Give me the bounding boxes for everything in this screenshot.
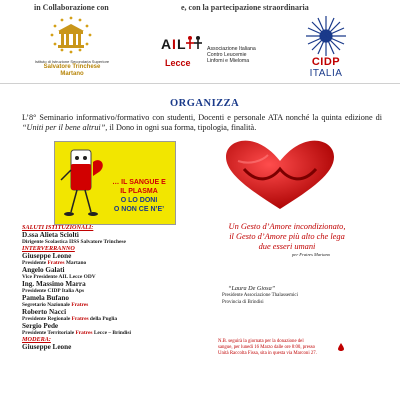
laura-role2: Provincia di Brindisi <box>222 300 264 305</box>
gesto-credit: per Fratres Martano <box>292 252 331 257</box>
ail-line3: Linfomi e Mieloma <box>207 58 250 65</box>
intro-paragraph <box>22 113 382 132</box>
speaker-name: Giuseppe Leone <box>22 343 72 351</box>
poster-line3: O LO DONI <box>120 197 158 204</box>
school-name: Salvatore Trinchese <box>43 64 101 70</box>
ail-line2: Contro Leucemie <box>207 52 247 59</box>
heart-hug-image <box>218 139 342 211</box>
ail-city: Lecce <box>165 58 191 68</box>
speaker-role: Presidente Fratres Martano <box>22 260 87 266</box>
gesto-line3: due esseri umani <box>258 242 316 251</box>
blood-poster <box>54 141 176 225</box>
svg-text:I: I <box>172 36 176 52</box>
speaker-role: Segretario Nazionale Fratres <box>22 302 89 308</box>
speaker-name: Sergio Pede <box>22 322 59 330</box>
ail-line1: Associazione Italiana <box>207 46 256 52</box>
gesto-text <box>203 222 371 252</box>
speaker-name: Ing. Massimo Marra <box>22 280 86 288</box>
nb-line3: Unità Raccolta Fissa, sita in questa via Marconi 27. <box>218 351 317 357</box>
speaker-role: Presidente CIDP Italia Aps <box>22 288 85 294</box>
speakers-list <box>22 224 212 351</box>
section-heading-interverranno: INTERVERRANNO <box>22 245 75 252</box>
intro-text: L’8° Seminario informativo/formativo con studenti, Docenti e personale ATA nonché la quinta edizione di <box>22 113 382 122</box>
intro-quote: “Uniti per il bene altrui” <box>22 122 106 132</box>
blood-drop-icon <box>338 338 344 356</box>
laura-quote: “Laura De Giosa” <box>228 285 276 292</box>
cidp-title: CIDP <box>311 56 341 68</box>
speaker-role: Presidente Regionale Fratres della Puglia <box>22 316 118 322</box>
cidp-logo <box>298 14 354 58</box>
laura-role1: Presidente Associazione Thalassemici <box>222 293 298 298</box>
speaker-name: Giuseppe Leone <box>22 252 72 260</box>
school-city: Martano <box>60 71 84 77</box>
speaker-name: D.ssa Alieta Scioltì <box>22 231 79 239</box>
speaker-name: Pamela Bufano <box>22 294 69 302</box>
poster-line2: IL PLASMA <box>120 188 158 195</box>
nb-line2: sangue, per lunedì 16 Marzo dalle ore 8:00, presso <box>218 345 315 351</box>
section-heading-saluti: SALUTI ISTITUZIONALI: <box>22 224 94 231</box>
gesto-line1: Un Gesto d’Amore incondizionato, <box>228 222 346 231</box>
svg-text:A: A <box>161 36 172 52</box>
header-left-title: in Collaborazione con <box>34 3 109 12</box>
school-logo <box>44 14 98 60</box>
gesto-line2: il Gesto d’Amore più alto che lega <box>229 232 345 241</box>
speaker-role: Vice Presidente AIL Lecce ODV <box>22 274 96 280</box>
poster-text <box>103 178 175 214</box>
nb-line1: N.B. seguirà la giornata per la donazione del <box>218 339 304 344</box>
header-right-title: e, con la partecipazione straordinaria <box>181 3 309 12</box>
school-caption: Istituto di Istruzione Secondaria Superiore <box>34 59 110 64</box>
organizza-heading: ORGANIZZA <box>170 98 240 109</box>
intro-text-end: , il Dono in ogni sua forma, tipologia, finalità. <box>105 122 257 132</box>
speaker-role: Presidente Territoriale Fratres Lecce – Brindisi <box>22 330 131 336</box>
svg-text:L: L <box>177 36 186 52</box>
ail-logo <box>160 34 210 56</box>
speaker-name: Roberto Nacci <box>22 308 67 316</box>
speaker-name: Angelo Galati <box>22 266 65 274</box>
ail-description <box>207 46 256 65</box>
poster-line4: O NON CE N’E’ <box>113 206 165 213</box>
blood-bag-mascot-icon <box>59 146 109 222</box>
nb-note <box>218 339 388 358</box>
speaker-role: Dirigente Scolastica IISS Salvatore Trinchese <box>22 239 126 245</box>
poster-line1: … IL SANGUE E <box>112 179 166 186</box>
cidp-subtitle: ITALIA <box>309 68 343 79</box>
header-divider <box>0 83 400 84</box>
section-heading-modera: MODERA: <box>22 336 51 343</box>
